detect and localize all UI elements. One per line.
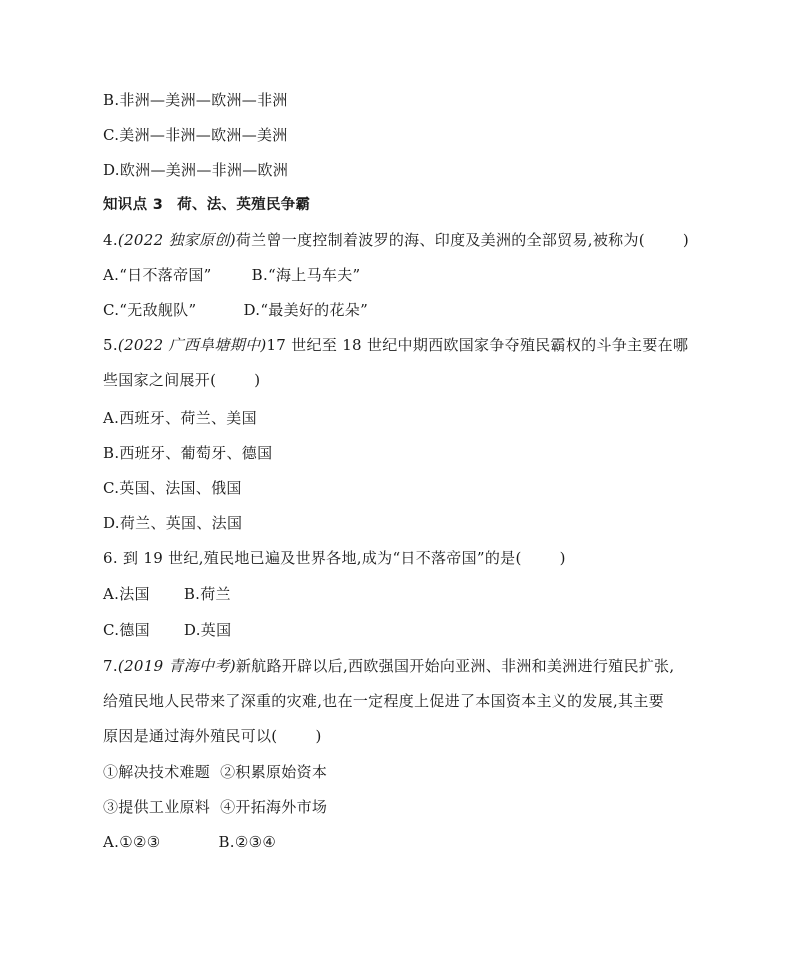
question-6-options-cd bbox=[103, 620, 231, 640]
question-7-options-ab bbox=[103, 832, 276, 852]
option-a: A.①②③ bbox=[103, 833, 161, 851]
answer-paren-close: ) bbox=[315, 727, 322, 745]
statement-item: ①解决技术难题 bbox=[103, 763, 211, 781]
question-5-option-c: C.英国、法国、俄国 bbox=[103, 479, 242, 497]
question-5-option-b: B.西班牙、葡萄牙、德国 bbox=[103, 444, 273, 462]
question-7-stem-cont: 给殖民地人民带来了深重的灾难,也在一定程度上促进了本国资本主义的发展,其主要 bbox=[103, 692, 664, 710]
option-c: C.“无敌舰队” bbox=[103, 301, 197, 319]
option-d: D.英国 bbox=[183, 621, 232, 639]
statement-item: ②积累原始资本 bbox=[220, 763, 328, 781]
section-label: 知识点 3 bbox=[103, 197, 164, 213]
option-d-prev: D.欧洲—美洲—非洲—欧洲 bbox=[103, 161, 289, 179]
answer-paren-close: ) bbox=[682, 231, 690, 249]
answer-paren-close: ) bbox=[254, 371, 261, 389]
question-text: 原因是通过海外殖民可以( bbox=[103, 727, 278, 745]
question-7-stem bbox=[103, 656, 674, 676]
question-5-stem-cont bbox=[103, 370, 260, 390]
question-4-options-cd bbox=[103, 300, 368, 320]
question-text: 17 世纪至 18 世纪中期西欧国家争夺殖民霸权的斗争主要在哪 bbox=[266, 336, 689, 354]
option-d: D.“最美好的花朵” bbox=[243, 301, 369, 319]
question-4-options-ab bbox=[103, 265, 360, 285]
option-a: A.“日不落帝国” bbox=[103, 266, 212, 284]
option-b: B.荷兰 bbox=[183, 585, 231, 603]
option-b: B.“海上马车夫” bbox=[251, 266, 361, 284]
question-number: 4. bbox=[103, 231, 118, 249]
question-7-stem-end bbox=[103, 726, 322, 746]
section-heading bbox=[103, 195, 310, 215]
statement-item: ④开拓海外市场 bbox=[220, 798, 328, 816]
option-b: B.②③④ bbox=[218, 833, 277, 851]
question-source: (2019 青海中考) bbox=[117, 657, 236, 675]
question-number: 5. bbox=[103, 336, 118, 354]
section-title: 荷、法、英殖民争霸 bbox=[177, 197, 311, 213]
option-c-prev: C.美洲—非洲—欧洲—美洲 bbox=[103, 126, 288, 144]
question-7-items-34 bbox=[103, 797, 327, 817]
option-a: A.法国 bbox=[103, 585, 150, 603]
option-b-prev: B.非洲—美洲—欧洲—非洲 bbox=[103, 91, 288, 109]
question-text: 新航路开辟以后,西欧强国开始向亚洲、非洲和美洲进行殖民扩张, bbox=[235, 657, 675, 675]
question-source: (2022 广西阜塘期中) bbox=[117, 336, 267, 354]
statement-item: ③提供工业原料 bbox=[103, 798, 211, 816]
question-5-option-d: D.荷兰、英国、法国 bbox=[103, 514, 243, 532]
question-6-options-ab bbox=[103, 584, 231, 604]
question-7-items-12 bbox=[103, 762, 327, 782]
question-6-stem bbox=[103, 548, 566, 568]
question-text: 荷兰曾一度控制着波罗的海、印度及美洲的全部贸易,被称为( bbox=[235, 231, 645, 249]
question-text: 6. 到 19 世纪,殖民地已遍及世界各地,成为“日不落帝国”的是( bbox=[103, 549, 522, 567]
question-text: 些国家之间展开( bbox=[103, 371, 217, 389]
question-number: 7. bbox=[103, 657, 118, 675]
question-5-stem bbox=[103, 335, 688, 355]
question-4-stem bbox=[103, 230, 689, 250]
question-source: (2022 独家原创) bbox=[117, 231, 236, 249]
question-5-option-a: A.西班牙、荷兰、美国 bbox=[103, 409, 257, 427]
answer-paren-close: ) bbox=[559, 549, 566, 567]
option-c: C.德国 bbox=[103, 621, 150, 639]
